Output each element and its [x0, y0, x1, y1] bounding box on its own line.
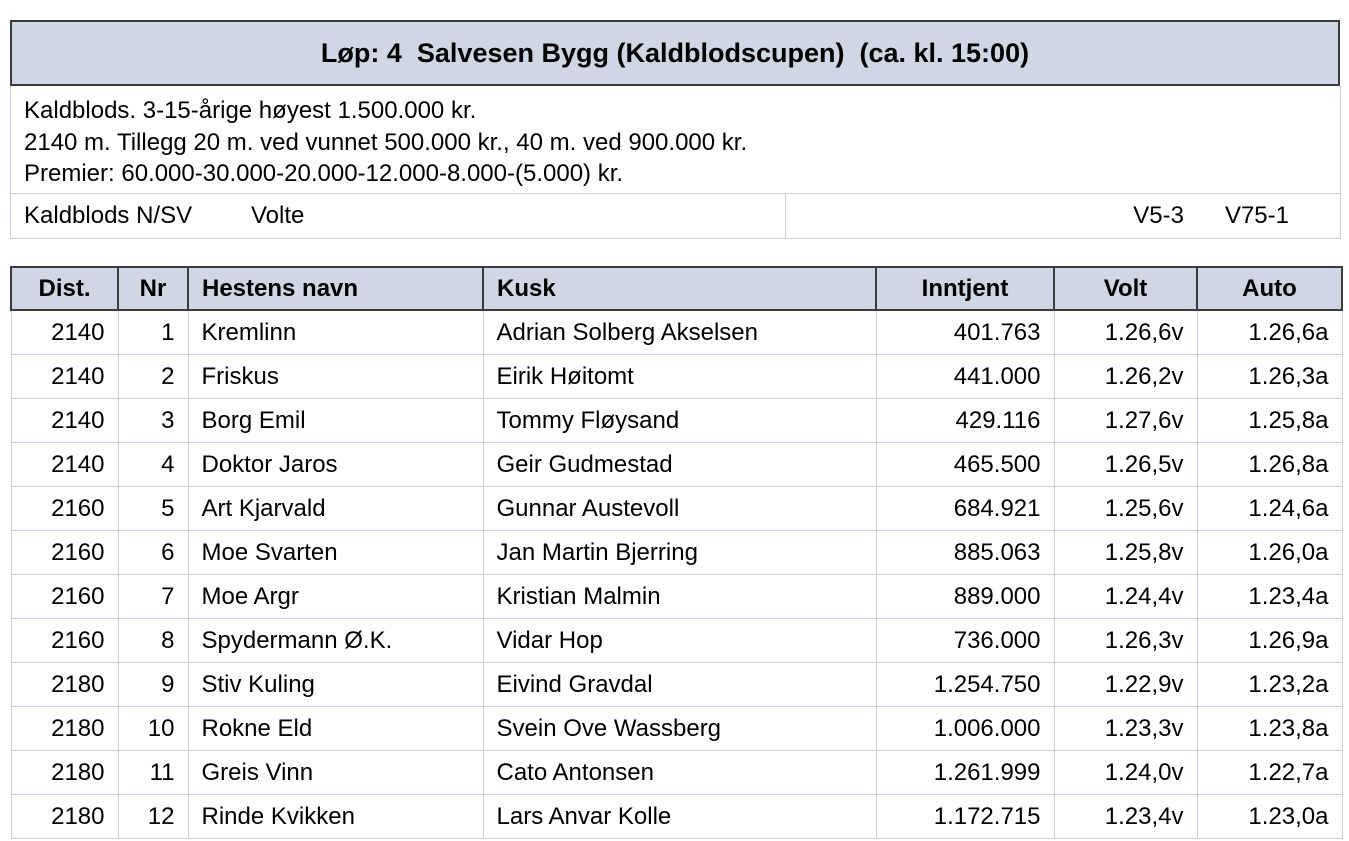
cell-auto-record: 1.23,0a — [1197, 795, 1342, 839]
cell-driver: Jan Martin Bjerring — [483, 531, 876, 575]
race-class: Kaldblods N/SV — [24, 201, 193, 229]
cell-volt-record: 1.24,0v — [1054, 751, 1197, 795]
cell-auto-record: 1.26,8a — [1197, 443, 1342, 487]
cell-nr: 5 — [118, 487, 188, 531]
cell-earnings: 429.116 — [876, 399, 1054, 443]
cell-driver: Kristian Malmin — [483, 575, 876, 619]
cell-driver: Geir Gudmestad — [483, 443, 876, 487]
cell-nr: 8 — [118, 619, 188, 663]
cell-earnings: 441.000 — [876, 355, 1054, 399]
cell-volt-record: 1.24,4v — [1054, 575, 1197, 619]
cell-horse-name: Art Kjarvald — [188, 487, 483, 531]
cell-dist: 2140 — [11, 399, 118, 443]
cell-dist: 2180 — [11, 795, 118, 839]
cell-horse-name: Rinde Kvikken — [188, 795, 483, 839]
v75-game: V75-1 — [1224, 201, 1289, 229]
cell-horse-name: Greis Vinn — [188, 751, 483, 795]
cell-dist: 2140 — [11, 355, 118, 399]
table-row — [11, 707, 1342, 751]
cell-driver: Eivind Gravdal — [483, 663, 876, 707]
table-row — [11, 355, 1342, 399]
table-row — [11, 531, 1342, 575]
cell-auto-record: 1.22,7a — [1197, 751, 1342, 795]
condition-line: Kaldblods. 3-15-årige høyest 1.500.000 kr. — [24, 97, 477, 124]
cell-volt-record: 1.26,5v — [1054, 443, 1197, 487]
table-row — [11, 399, 1342, 443]
table-row — [11, 795, 1342, 839]
cell-volt-record: 1.26,2v — [1054, 355, 1197, 399]
cell-earnings: 465.500 — [876, 443, 1054, 487]
cell-driver: Svein Ove Wassberg — [483, 707, 876, 751]
cell-volt-record: 1.26,3v — [1054, 619, 1197, 663]
cell-driver: Tommy Fløysand — [483, 399, 876, 443]
cell-horse-name: Spydermann Ø.K. — [188, 619, 483, 663]
cell-nr: 12 — [118, 795, 188, 839]
cell-dist: 2180 — [11, 751, 118, 795]
cell-auto-record: 1.26,0a — [1197, 531, 1342, 575]
header-nr: Nr — [118, 267, 188, 310]
cell-earnings: 885.063 — [876, 531, 1054, 575]
cell-nr: 7 — [118, 575, 188, 619]
table-row — [11, 575, 1342, 619]
cell-nr: 3 — [118, 399, 188, 443]
cell-dist: 2140 — [11, 310, 118, 355]
table-row — [11, 619, 1342, 663]
cell-horse-name: Friskus — [188, 355, 483, 399]
table-row — [11, 663, 1342, 707]
cell-horse-name: Moe Argr — [188, 575, 483, 619]
race-conditions — [24, 95, 747, 190]
info-vertical-divider — [785, 193, 786, 238]
condition-line: Premier: 60.000-30.000-20.000-12.000-8.000-(5.000) kr. — [24, 160, 624, 187]
cell-driver: Cato Antonsen — [483, 751, 876, 795]
cell-earnings: 736.000 — [876, 619, 1054, 663]
cell-volt-record: 1.26,6v — [1054, 310, 1197, 355]
header-dist: Dist. — [11, 267, 118, 310]
cell-auto-record: 1.26,9a — [1197, 619, 1342, 663]
table-row — [11, 443, 1342, 487]
condition-line: 2140 m. Tillegg 20 m. ved vunnet 500.000 kr., 40 m. ved 900.000 kr. — [24, 128, 748, 156]
cell-nr: 11 — [118, 751, 188, 795]
cell-earnings: 889.000 — [876, 575, 1054, 619]
cell-volt-record: 1.25,6v — [1054, 487, 1197, 531]
cell-nr: 10 — [118, 707, 188, 751]
cell-volt-record: 1.27,6v — [1054, 399, 1197, 443]
cell-volt-record: 1.23,4v — [1054, 795, 1197, 839]
cell-dist: 2160 — [11, 487, 118, 531]
race-title: Løp: 4 Salvesen Bygg (Kaldblodscupen) (ca. kl. 15:00) — [10, 20, 1340, 86]
cell-driver: Lars Anvar Kolle — [483, 795, 876, 839]
cell-driver: Vidar Hop — [483, 619, 876, 663]
cell-dist: 2180 — [11, 707, 118, 751]
header-horse: Hestens navn — [188, 267, 483, 310]
v5-game: V5-3 — [1133, 201, 1184, 229]
cell-horse-name: Borg Emil — [188, 399, 483, 443]
cell-nr: 9 — [118, 663, 188, 707]
table-row — [11, 310, 1342, 355]
cell-dist: 2180 — [11, 663, 118, 707]
cell-auto-record: 1.26,3a — [1197, 355, 1342, 399]
header-volt: Volt — [1054, 267, 1197, 310]
cell-nr: 4 — [118, 443, 188, 487]
race-info-box — [10, 86, 1341, 239]
cell-earnings: 1.172.715 — [876, 795, 1054, 839]
cell-earnings: 1.261.999 — [876, 751, 1054, 795]
cell-horse-name: Stiv Kuling — [188, 663, 483, 707]
cell-driver: Adrian Solberg Akselsen — [483, 310, 876, 355]
cell-earnings: 1.254.750 — [876, 663, 1054, 707]
cell-earnings: 401.763 — [876, 310, 1054, 355]
cell-auto-record: 1.23,2a — [1197, 663, 1342, 707]
cell-auto-record: 1.23,4a — [1197, 575, 1342, 619]
cell-driver: Eirik Høitomt — [483, 355, 876, 399]
cell-earnings: 1.006.000 — [876, 707, 1054, 751]
cell-volt-record: 1.23,3v — [1054, 707, 1197, 751]
cell-dist: 2140 — [11, 443, 118, 487]
cell-horse-name: Rokne Eld — [188, 707, 483, 751]
cell-auto-record: 1.23,8a — [1197, 707, 1342, 751]
cell-horse-name: Kremlinn — [188, 310, 483, 355]
cell-auto-record: 1.24,6a — [1197, 487, 1342, 531]
table-row — [11, 751, 1342, 795]
cell-dist: 2160 — [11, 575, 118, 619]
cell-volt-record: 1.22,9v — [1054, 663, 1197, 707]
cell-auto-record: 1.26,6a — [1197, 310, 1342, 355]
header-driver: Kusk — [483, 267, 876, 310]
cell-volt-record: 1.25,8v — [1054, 531, 1197, 575]
cell-driver: Gunnar Austevoll — [483, 487, 876, 531]
cell-earnings: 684.921 — [876, 487, 1054, 531]
results-table — [10, 266, 1343, 839]
cell-dist: 2160 — [11, 531, 118, 575]
cell-horse-name: Moe Svarten — [188, 531, 483, 575]
start-type: Volte — [251, 201, 305, 229]
table-row — [11, 487, 1342, 531]
cell-nr: 1 — [118, 310, 188, 355]
header-earnings: Inntjent — [876, 267, 1054, 310]
cell-horse-name: Doktor Jaros — [188, 443, 483, 487]
cell-nr: 2 — [118, 355, 188, 399]
cell-auto-record: 1.25,8a — [1197, 399, 1342, 443]
table-header-row — [11, 267, 1342, 310]
cell-dist: 2160 — [11, 619, 118, 663]
header-auto: Auto — [1197, 267, 1342, 310]
cell-nr: 6 — [118, 531, 188, 575]
